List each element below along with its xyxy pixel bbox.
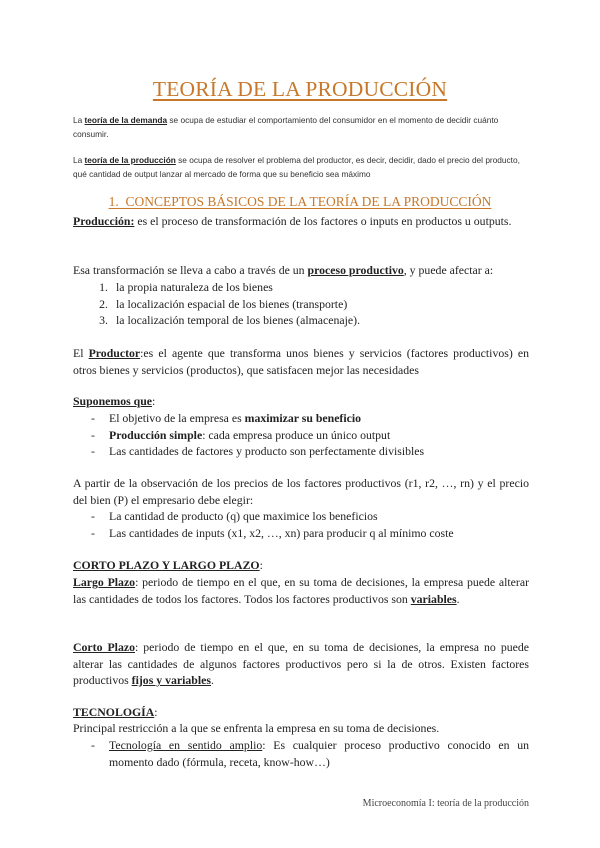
transformacion-paragraph: Esa transformación se lleva a cabo a través de un proceso productivo, y puede afectar a:	[73, 263, 494, 277]
afecta-list	[73, 279, 529, 329]
section-heading: 1. CONCEPTOS BÁSICOS DE LA TEORÍA DE LA PRODUCCIÓN	[108, 194, 492, 209]
tecnologia-list	[73, 737, 529, 770]
list-item: - La cantidad de producto (q) que maximice los beneficios	[91, 509, 378, 523]
largo-plazo-paragraph: Largo Plazo: periodo de tiempo en el que, en su toma de decisiones, la empresa puede alterar las cantidades de todos los factores. Todos los factores productivos son variables.	[73, 575, 530, 606]
term-tecnologia-amplio: Tecnología en sentido amplio	[109, 738, 263, 752]
term-corto-plazo: Corto Plazo	[73, 640, 135, 654]
suponemos-list	[73, 410, 529, 460]
list-item: - Las cantidades de factores y producto son perfectamente divisibles	[91, 444, 425, 458]
term-teoria-demanda: teoría de la demanda	[84, 115, 168, 125]
productor-paragraph: El Productor:es el agente que transforma unos bienes y servicios (factores productivos) en otros bienes y servicios (productos), que satisfacen mejor las necesidades	[73, 346, 529, 377]
tecnologia-text: Principal restricción a la que se enfrenta la empresa en su toma de decisiones.	[73, 721, 440, 735]
suponemos-heading: Suponemos que:	[73, 394, 156, 408]
tecnologia-heading: TECNOLOGÍA:	[73, 705, 158, 719]
page-footer: Microeconomía I: teoría de la producción	[362, 798, 529, 809]
term-teoria-produccion: teoría de la producción	[84, 155, 176, 165]
intro-produccion: La teoría de la producción se ocupa de resolver el problema del productor, es decir, decidir, dado el precio del producto, qué cantidad de output lanzar al mercado de forma que su beneficio sea máximo	[73, 155, 520, 179]
list-item: 3. la localización temporal de los bienes (almacenaje).	[99, 313, 361, 327]
produccion-definition: Producción: es el proceso de transformación de los factores o inputs en productos u outputs.	[73, 214, 512, 228]
list-item: 1. la propia naturaleza de los bienes	[99, 280, 273, 294]
plazos-heading: CORTO PLAZO Y LARGO PLAZO:	[73, 558, 263, 572]
list-item: - Las cantidades de inputs (x1, x2, …, xn) para producir q al mínimo coste	[91, 525, 454, 540]
list-item: - Producción simple: cada empresa produce un único output	[91, 427, 391, 442]
intro-demanda: La teoría de la demanda se ocupa de estudiar el comportamiento del consumidor en el momento de decidir cuánto consumir.	[73, 115, 499, 139]
observacion-paragraph: A partir de la observación de los precios de los factores productivos (r1, r2, …, rn) y el precio del bien (P) el empresario debe elegir:	[73, 476, 529, 507]
list-item: 2. la localización espacial de los bienes (transporte)	[99, 296, 348, 311]
page-title: TEORÍA DE LA PRODUCCIÓN	[152, 77, 448, 101]
term-productor: Productor	[88, 346, 141, 360]
term-produccion: Producción:	[73, 214, 135, 228]
list-item: - Tecnología en sentido amplio: Es cualquier proceso productivo conocido en un momento dado (fórmula, receta, know-how…)	[91, 738, 530, 769]
term-largo-plazo: Largo Plazo	[73, 575, 136, 589]
term-proceso-productivo: proceso productivo	[307, 263, 404, 277]
list-item: - El objetivo de la empresa es maximizar su beneficio	[91, 411, 362, 425]
corto-plazo-paragraph: Corto Plazo: periodo de tiempo en el que, en su toma de decisiones, la empresa no puede alterar las cantidades de algunos factores productivos pero si la de otros. Existen factores productivos fijos y variables.	[73, 640, 529, 687]
elegir-list	[73, 508, 529, 541]
